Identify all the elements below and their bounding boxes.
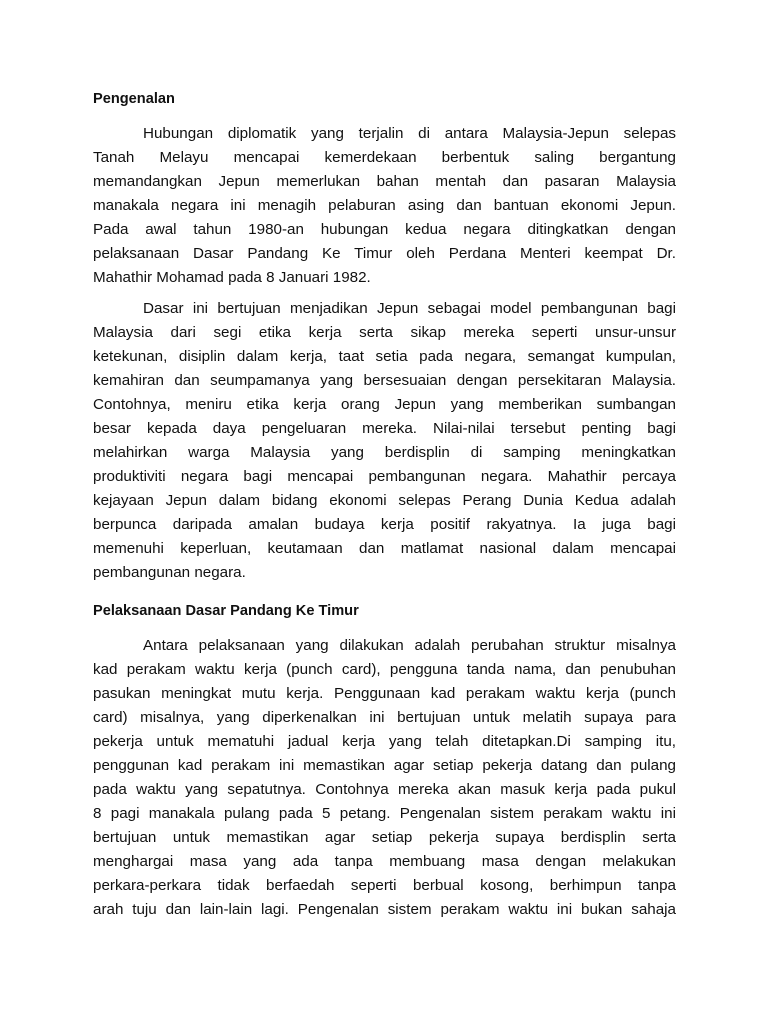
- text-line: Mahathir Mohamad pada 8 Januari 1982.: [93, 269, 371, 286]
- text-line: Hubungan diplomatik yang terjalin di antara Malaysia-Jepun selepas: [143, 125, 676, 142]
- text-line: kemahiran dan seumpamanya yang bersesuaian dengan persekitaran Malaysia.: [93, 372, 676, 389]
- text-line: pelaksanaan Dasar Pandang Ke Timur oleh Perdana Menteri keempat Dr.: [93, 245, 676, 262]
- text-line: pasukan meningkat mutu kerja. Penggunaan kad perakam waktu kerja (punch: [93, 685, 676, 702]
- text-line: Malaysia dari segi etika kerja serta sikap mereka seperti unsur-unsur: [93, 324, 676, 341]
- text-line: produktiviti negara bagi mencapai pembangunan negara. Mahathir percaya: [93, 468, 676, 485]
- paragraph-1: [93, 122, 676, 290]
- text-line: manakala negara ini menagih pelaburan asing dan bantuan ekonomi Jepun.: [93, 197, 676, 214]
- text-line: penggunan kad perakam ini memastikan agar setiap pekerja datang dan pulang: [93, 757, 676, 774]
- text-line: menghargai masa yang ada tanpa membuang masa dengan melakukan: [93, 853, 676, 870]
- text-line: Dasar ini bertujuan menjadikan Jepun sebagai model pembangunan bagi: [143, 300, 676, 317]
- text-line: 8 pagi manakala pulang pada 5 petang. Pengenalan sistem perakam waktu ini: [93, 805, 676, 822]
- paragraph-3: [93, 634, 676, 922]
- text-line: Antara pelaksanaan yang dilakukan adalah perubahan struktur misalnya: [143, 637, 676, 654]
- text-line: besar kepada daya pengeluaran mereka. Nilai-nilai tersebut penting bagi: [93, 420, 676, 437]
- text-line: arah tuju dan lain-lain lagi. Pengenalan sistem perakam waktu ini bukan sahaja: [93, 901, 676, 918]
- text-line: melahirkan warga Malaysia yang berdisplin di samping meningkatkan: [93, 444, 676, 461]
- text-line: bertujuan untuk memastikan agar setiap pekerja supaya berdisplin serta: [93, 829, 676, 846]
- text-line: pekerja untuk mematuhi jadual kerja yang telah ditetapkan.Di samping itu,: [93, 733, 676, 750]
- text-line: memandangkan Jepun memerlukan bahan mentah dan pasaran Malaysia: [93, 173, 676, 190]
- text-line: Contohnya, meniru etika kerja orang Jepun yang memberikan sumbangan: [93, 396, 676, 413]
- text-line: kad perakam waktu kerja (punch card), pengguna tanda nama, dan penubuhan: [93, 661, 676, 678]
- text-line: perkara-perkara tidak berfaedah seperti berbual kosong, berhimpun tanpa: [93, 877, 676, 894]
- section-heading-pelaksanaan: Pelaksanaan Dasar Pandang Ke Timur: [93, 603, 359, 619]
- text-line: Pada awal tahun 1980-an hubungan kedua negara ditingkatkan dengan: [93, 221, 676, 238]
- section-heading-pengenalan: Pengenalan: [93, 91, 175, 107]
- text-line: pada waktu yang sepatutnya. Contohnya mereka akan masuk kerja pada pukul: [93, 781, 676, 798]
- text-line: memenuhi keperluan, keutamaan dan matlamat nasional dalam mencapai: [93, 540, 676, 557]
- text-line: Tanah Melayu mencapai kemerdekaan berbentuk saling bergantung: [93, 149, 676, 166]
- text-line: pembangunan negara.: [93, 564, 246, 581]
- text-line: card) misalnya, yang diperkenalkan ini bertujuan untuk melatih supaya para: [93, 709, 676, 726]
- paragraph-2: [93, 297, 676, 585]
- text-line: berpunca daripada amalan budaya kerja positif rakyatnya. Ia juga bagi: [93, 516, 676, 533]
- text-line: kejayaan Jepun dalam bidang ekonomi selepas Perang Dunia Kedua adalah: [93, 492, 676, 509]
- text-line: ketekunan, disiplin dalam kerja, taat setia pada negara, semangat kumpulan,: [93, 348, 676, 365]
